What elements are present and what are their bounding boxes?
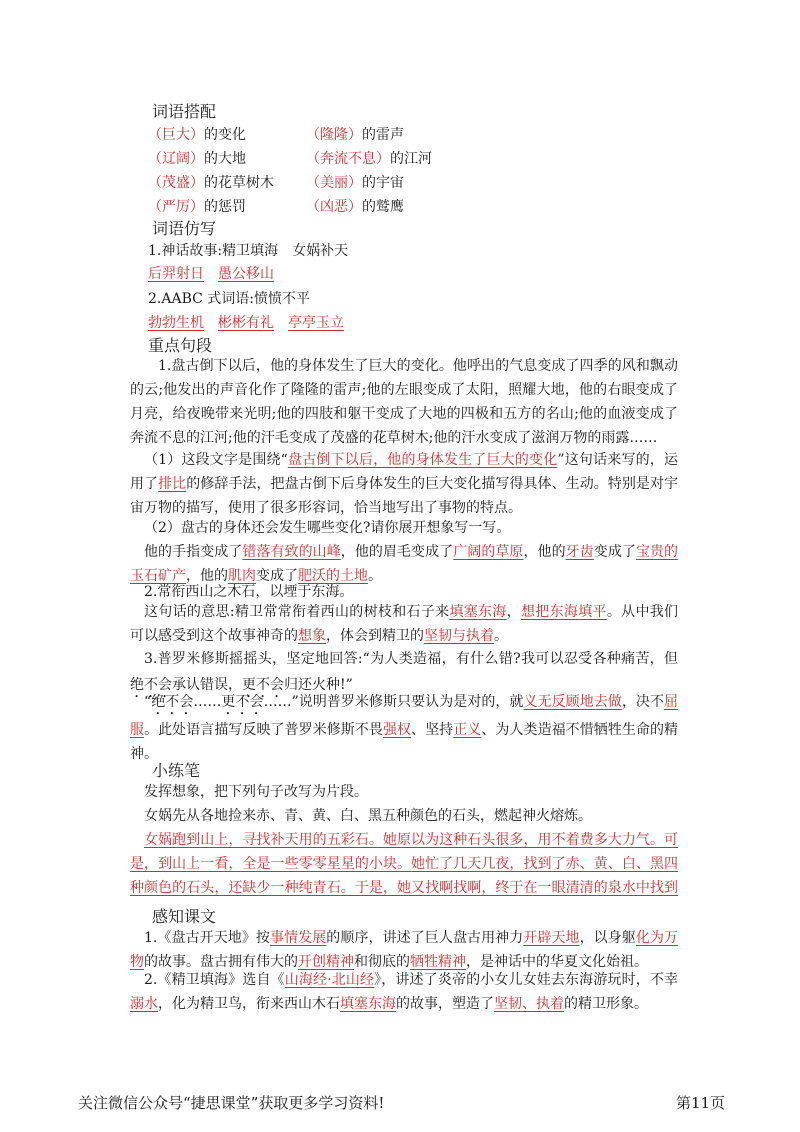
collocation-answer: 巨大 [162,127,190,143]
emphasis-dot-text: 绝 [130,677,144,693]
key-explanation-3: “绝不会……更不会……”说明普罗米修斯只要认为是对的，就义无反顾地去做，决不屈服。此处语言描写反映了普罗米修斯不畏强权、坚持正义、为人类造福不惜牺牲生命的精神。 [130,694,678,762]
practice-prompt: 发挥想象，把下列句子改写为片段。 [144,784,368,800]
section-heading-imitation: 词语仿写 [152,219,217,238]
perception-item-1: 1.《盘古开天地》按事情发展的顺序，讲述了巨人盘古用神力开辟天地，以身躯化为万物的故事。盘古拥有伟大的开创精神和彻底的牺牲精神，是神话中的华夏文化始祖。 [130,930,678,970]
key-passage-3: 3.普罗米修斯摇摇头，坚定地回答:“为人类造福，有什么错?我可以忍受各种痛苦，但绝不会承认错误，更不会归还火种!” [130,651,678,693]
collocation-item: （奔流不息）的江河 [306,151,432,167]
collocation-answer: 美丽 [320,175,348,191]
section-heading-collocation: 词语搭配 [152,102,217,121]
practice-answer: 女娲跑到山上，寻找补天用的五彩石。她原以为这种石头很多，用不着费多大力气。可是，到山上一看，全是一些零零星星的小块。她忙了几天几夜，找到了赤、黄、白、黑四种颜色的石头，还缺少一种纯青石。于是，她又找啊找啊，终于在一眼清清的泉水中找到 [130,832,678,896]
emphasis-dot-text: 不会 [144,677,172,693]
imitation-answers-2: 勃勃生机 彬彬有礼 亭亭玉立 [148,315,344,331]
emphasis-dot-text: 更 [242,677,256,693]
imitation-question-1: 1.神话故事:精卫填海 女娲补天 [148,243,349,259]
section-heading-perception: 感知课文 [152,907,217,926]
collocation-item: （隆隆）的雷声 [306,127,404,143]
collocation-item: （美丽）的宇宙 [306,175,404,191]
key-passage-1: 1.盘古倒下以后，他的身体发生了巨大的变化。他呼出的气息变成了四季的风和飘动的云;他发出的声音化作了隆隆的雷声;他的左眼变成了太阳，照耀大地，他的右眼变成了月亮，给夜晚带来光明;他的四肢和躯干变成了大地的四极和五方的名山;他的血液变成了奔流不息的江河;他的汗毛变成了茂盛的花草树木;他的汗水变成了滋润万物的雨露…… [130,358,678,446]
collocation-answer: 隆隆 [320,127,348,143]
collocation-answer: 严厉 [162,199,190,215]
collocation-item: （严厉）的惩罚 [148,199,246,215]
emphasis-dot-text: 不会 [256,677,284,693]
section-heading-practice: 小练笔 [152,761,201,780]
collocation-item: （辽阔）的大地 [148,151,246,167]
key-question-1: （1）这段文字是围绕“盘古倒下以后，他的身体发生了巨大的变化”这句话来写的，运用了排比的修辞手法，把盘古倒下后身体发生的巨大变化描写得具体、生动。特别是对宇宙万物的描写，使用了很多形容词，恰当地写出了事物的特点。 [130,452,678,516]
practice-sentence: 女娲先从各地捡来赤、青、黄、白、黑五种颜色的石头，燃起神火熔炼。 [144,808,592,824]
collocation-item: （巨大）的变化 [148,127,246,143]
imitation-answers-1: 后羿射日 愚公移山 [148,266,274,282]
collocation-item: （凶恶）的鹫鹰 [306,199,404,215]
perception-item-2: 2.《精卫填海》选自《山海经·北山经》，讲述了炎帝的小女儿女娃去东海游玩时，不幸溺水，化为精卫鸟，衔来西山木石填塞东海的故事，塑造了坚韧、执着的精卫形象。 [130,972,678,1012]
collocation-answer: 辽阔 [162,151,190,167]
footer-promo: 关注微信公众号“捷思课堂”获取更多学习资料! [78,1094,385,1112]
collocation-item: （茂盛）的花草树木 [148,175,274,191]
collocation-answer: 茂盛 [162,175,190,191]
collocation-answer: 奔流不息 [320,151,376,167]
page-number: 第11页 [676,1094,726,1112]
key-meaning-2: 这句话的意思:精卫常常衔着西山的树枝和石子来填塞东海，想把东海填平。从中我们可以感受到这个故事神奇的想象，体会到精卫的坚韧与执着。 [130,604,678,644]
imitation-question-2: 2.AABC 式词语:愤愤不平 [148,291,311,307]
collocation-answer: 凶恶 [320,199,348,215]
key-answer-2: 他的手指变成了错落有致的山峰，他的眉毛变成了广阔的草原，他的牙齿变成了宝贵的玉石矿产，他的肌肉变成了肥沃的土地。 [130,544,678,584]
section-heading-key-sentences: 重点句段 [148,336,213,355]
key-passage-2: 2.常衔西山之木石，以堙于东海。 [144,584,354,600]
key-question-2: （2）盘古的身体还会发生哪些变化?请你展开想象写一写。 [144,520,511,536]
